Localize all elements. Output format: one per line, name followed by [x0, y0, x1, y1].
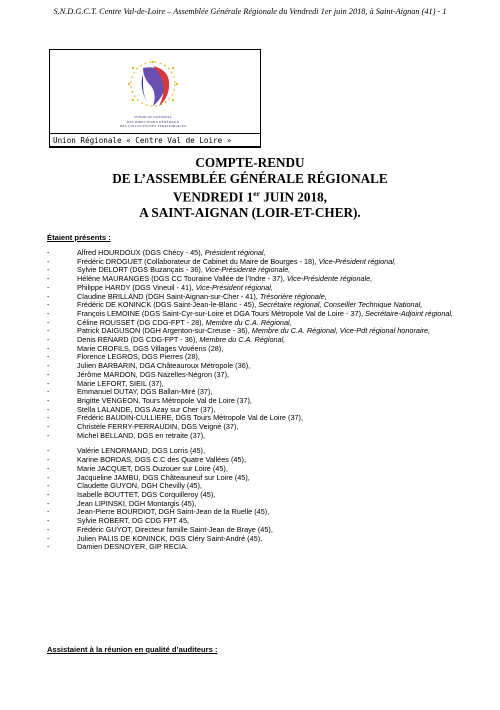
list-dash: -: [47, 481, 50, 491]
title-line-3-sup: er: [253, 189, 260, 198]
attendee-name: Jacqueline JAMBU, DGS Châteauneuf sur Loire (45),: [77, 472, 250, 482]
page-header: S.N.D.G.C.T. Centre Val-de-Loire – Assemblée Générale Régionale du Vendredi 1er juin 2018, à Saint-Aignan (41) - 1: [53, 7, 447, 16]
attendee-name: Christèle FERRY-PERRAUDIN, DGS Veigné (37),: [77, 422, 239, 432]
attendee-name: Stella LALANDE, DGS Azay sur Cher (37),: [77, 404, 216, 414]
title-line-1: COMPTE-RENDU: [195, 155, 305, 170]
attendee-name: Jérôme MARDON, DGS Nazelles-Négron (37),: [77, 369, 230, 379]
list-dash: -: [47, 387, 50, 397]
list-dash: -: [47, 282, 50, 292]
attendee-name: Céline ROUSSET (DG CDG-FPT - 28),: [77, 317, 206, 327]
attendee-name: Philippe HARDY (DGS Vineuil - 41),: [77, 282, 196, 292]
title-line-2: DE L’ASSEMBLÉE GÉNÉRALE RÉGIONALE: [112, 170, 388, 186]
list-dash: -: [47, 335, 50, 345]
attendee-name: Sylvie ROBERT, DG CDG FPT 45,: [77, 516, 190, 526]
attendee-name: Marie CROFILS, DGS Villages Vovéens (28),: [77, 343, 224, 353]
list-dash: -: [47, 378, 50, 388]
attendee-name: Marie JACQUET, DGS Ouzouer sur Loire (45),: [77, 463, 228, 473]
attendee-name: Florence LEGROS, DGS Pierres (28),: [77, 352, 200, 362]
attendee-role: Vice-Président régional,: [318, 256, 396, 266]
attendee-name: Michel BELLAND, DGS en retraite (37),: [77, 430, 206, 440]
attendee-name: Frédéric GUYOT, Directeur famille Saint-Jean de Braye (45),: [77, 524, 273, 534]
logo-text: [50, 115, 256, 129]
attendee-name: Sylvie DELORT (DGS Buzançais - 36),: [77, 265, 205, 275]
attendee-name: Julien PALIS DE KONINCK, DGS Cléry Saint-André (45),: [77, 533, 263, 543]
list-dash: -: [47, 507, 50, 517]
title-line-4: A SAINT-AIGNAN (LOIR-ET-CHER).: [139, 204, 361, 220]
list-dash: -: [47, 291, 50, 301]
attendee-role: Vice-Présidente régionale,: [204, 265, 291, 275]
attendee-name: Alfred HOURDOUX (DGS Chécy - 45),: [77, 248, 205, 257]
attendee-name: Karine BORDAS, DGS C.C des Quatre Vallées (45),: [77, 455, 246, 465]
list-dash: -: [47, 395, 50, 405]
list-dash: -: [47, 274, 50, 284]
list-dash: -: [47, 446, 50, 456]
list-dash: -: [47, 516, 50, 526]
list-dash: -: [47, 248, 50, 257]
attendee-role: Vice-Présidente régionale,: [286, 274, 373, 284]
attendee-name: Denis RENARD (DG CDG-FPT - 36),: [77, 335, 200, 345]
list-dash: -: [47, 498, 50, 508]
attendee-role: Membre du C.A. Régional,: [205, 317, 292, 327]
attendee-item: [47, 432, 467, 441]
list-dash: -: [47, 256, 50, 266]
list-dash: -: [47, 472, 50, 482]
attendee-role: Président régional,: [204, 248, 266, 257]
auditors-heading: Assistaient à la réunion en qualité d’auditeurs :: [47, 645, 218, 654]
list-dash: -: [47, 404, 50, 414]
attendee-name: Claudette GUYON, DGH Chevilly (45),: [77, 481, 202, 491]
title-line-3-post: JUIN 2018,: [259, 189, 327, 205]
attendee-role: Trésorière régionale,: [259, 291, 327, 301]
attendee-name: Frédéric BAUDIN-CULLIERE, DGS Tours Métropole Val de Loire (37),: [77, 413, 304, 423]
list-dash: -: [47, 343, 50, 353]
attendee-name: Isabelle BOUTTET, DGS Corquilleroy (45),: [77, 489, 216, 499]
list-dash: -: [47, 455, 50, 465]
attendee-name: Marie LEFORT, SIEIL (37),: [77, 378, 164, 388]
list-dash: -: [47, 489, 50, 499]
attendee-role: Vice-Président régional,: [195, 282, 273, 292]
attendee-name: Jean-Pierre BOURDIOT, DGH Saint-Jean de la Ruelle (45),: [77, 507, 270, 517]
attendee-role: Secrétaire régional, Conseiller Technique National,: [258, 300, 423, 310]
list-dash: -: [47, 463, 50, 473]
attendee-name: Jean LIPINSKI, DGH Montargis (45),: [77, 498, 197, 508]
attendee-name: Patrick DAIGUSON (DGH Argenton-sur-Creuse - 36),: [77, 326, 252, 336]
attendee-item: [47, 543, 467, 552]
list-dash: -: [47, 317, 50, 327]
attendee-role: Membre du C.A. Régional, Vice-Pdt régional honoraire,: [251, 326, 431, 336]
logo-line-2: DES DIRECTEURS GÉNÉRAUX: [126, 119, 180, 124]
attendee-role: Secrétaire-Adjoint régional,: [365, 308, 454, 318]
logo-line-1: SYNDICAT NATIONAL: [133, 115, 173, 119]
list-dash: -: [47, 422, 50, 432]
attendee-name: Frédéric DROGUET (Collaborateur de Cabinet du Maire de Bourges - 18),: [77, 256, 319, 266]
list-dash: -: [47, 326, 50, 336]
attendee-name: Frédéric DE KONINCK (DGS Saint-Jean-le-Blanc - 45),: [77, 300, 259, 310]
title-line-3: [0, 186, 500, 205]
list-dash: -: [47, 265, 50, 275]
list-dash: -: [47, 308, 50, 318]
list-dash: -: [47, 361, 50, 371]
list-dash: -: [47, 352, 50, 362]
title-line-3-pre: VENDREDI 1: [173, 189, 254, 205]
document-title: [0, 155, 500, 220]
attendee-name: Claudine BRILLAND (DGH Saint-Aignan-sur-Cher - 41),: [77, 291, 260, 301]
list-dash: -: [47, 524, 50, 534]
attendee-name: Valérie LENORMAND, DGS Lorris (45),: [77, 446, 205, 456]
attendee-name: Damien DESNOYER, GIP RECIA.: [77, 542, 188, 552]
attendee-name: François LEMOINE (DGS Saint-Cyr-sur-Loire et DGA Tours Métropole Val de Loire - 37),: [77, 308, 366, 318]
list-dash: -: [47, 413, 50, 423]
logo-line-3: DES COLLECTIVITÉS TERRITORIALES: [119, 124, 187, 129]
attendee-name: Julien BARBARIN, DGA Châteauroux Métropole (36),: [77, 361, 251, 371]
union-label: Union Régionale « Centre Val de Loire »: [49, 133, 261, 148]
list-dash: -: [47, 542, 50, 552]
present-heading: Étaient présents :: [47, 233, 111, 242]
attendee-list: [47, 249, 467, 552]
attendee-name: Hélène MAURANGES (DGS CC Touraine Vallée de l’Indre - 37),: [77, 274, 287, 284]
list-dash: -: [47, 369, 50, 379]
list-dash: -: [47, 300, 50, 310]
list-dash: -: [47, 430, 50, 440]
list-dash: -: [47, 533, 50, 543]
attendee-name: Brigitte VENGEON, Tours Métropole Val de Loire (37),: [77, 395, 252, 405]
attendee-name: Emmanuel DUTAY, DGS Ballan-Miré (37),: [77, 387, 213, 397]
attendee-role: Membre du C.A. Régional,: [199, 335, 286, 345]
